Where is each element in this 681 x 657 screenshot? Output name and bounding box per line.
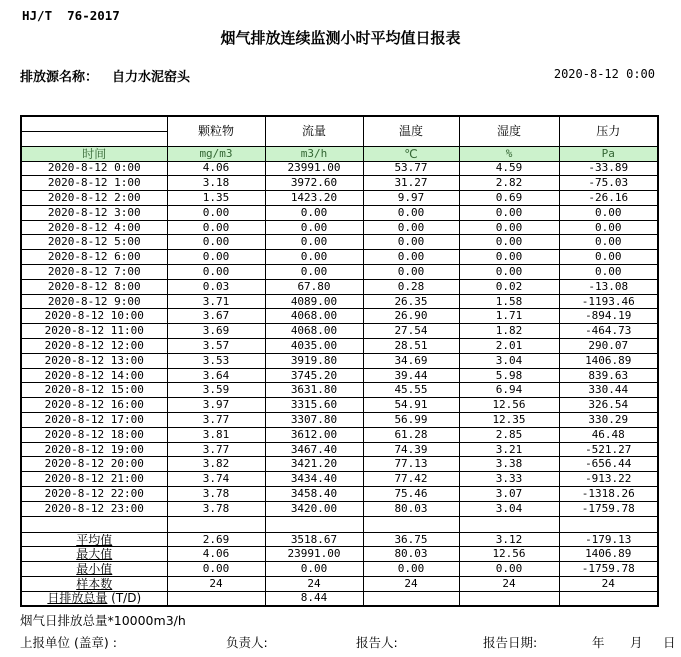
value-cell: -13.08 xyxy=(559,279,658,294)
hour-row xyxy=(21,220,658,235)
value-cell: 74.39 xyxy=(363,442,459,457)
value-cell: 1.82 xyxy=(459,324,559,339)
value-cell: 3.04 xyxy=(459,353,559,368)
value-cell: 0.00 xyxy=(265,265,363,280)
summary-value-cell: 3518.67 xyxy=(265,532,363,547)
value-cell: 4.06 xyxy=(167,161,265,176)
summary-row xyxy=(21,547,658,562)
value-cell: 34.69 xyxy=(363,353,459,368)
signature-row xyxy=(0,633,681,651)
summary-row xyxy=(21,591,658,606)
reporting-unit-label: 上报单位 (盖章) : xyxy=(20,635,117,650)
value-cell: 80.03 xyxy=(363,501,459,516)
time-cell: 2020-8-12 14:00 xyxy=(21,368,167,383)
time-cell: 2020-8-12 2:00 xyxy=(21,191,167,206)
time-cell: 2020-8-12 8:00 xyxy=(21,279,167,294)
report-date-label: 报告日期: xyxy=(483,635,538,650)
value-cell: 3420.00 xyxy=(265,501,363,516)
summary-row xyxy=(21,562,658,577)
value-cell: 3.33 xyxy=(459,472,559,487)
summary-value-cell: 2.69 xyxy=(167,532,265,547)
summary-value-cell: 0.00 xyxy=(167,562,265,577)
unit-flow: m3/h xyxy=(265,146,363,161)
value-cell: 0.00 xyxy=(363,235,459,250)
hour-row xyxy=(21,235,658,250)
hour-row xyxy=(21,413,658,428)
column-header-flow: 流量 xyxy=(265,116,363,146)
value-cell: 0.00 xyxy=(265,220,363,235)
value-cell: 0.00 xyxy=(459,220,559,235)
hour-row xyxy=(21,368,658,383)
value-cell: 2.01 xyxy=(459,339,559,354)
value-cell: 2.85 xyxy=(459,427,559,442)
header-row-top xyxy=(21,116,658,131)
hourly-averages-table xyxy=(20,115,659,607)
value-cell: -75.03 xyxy=(559,176,658,191)
time-cell: 2020-8-12 13:00 xyxy=(21,353,167,368)
value-cell: 1.58 xyxy=(459,294,559,309)
time-header-top-cell xyxy=(21,116,167,131)
summary-label xyxy=(21,547,167,562)
value-cell: 28.51 xyxy=(363,339,459,354)
hour-row xyxy=(21,353,658,368)
empty-cell xyxy=(459,516,559,532)
column-header-pressure: 压力 xyxy=(559,116,658,146)
value-cell: 3.81 xyxy=(167,427,265,442)
page-title: 烟气排放连续监测小时平均值日报表 xyxy=(220,29,461,47)
value-cell: 330.44 xyxy=(559,383,658,398)
value-cell: 0.00 xyxy=(265,250,363,265)
value-cell: 31.27 xyxy=(363,176,459,191)
value-cell: 3458.40 xyxy=(265,487,363,502)
value-cell: 839.63 xyxy=(559,368,658,383)
unit-temperature: ℃ xyxy=(363,146,459,161)
value-cell: 3.64 xyxy=(167,368,265,383)
summary-value-cell: -1759.78 xyxy=(559,562,658,577)
hour-row xyxy=(21,324,658,339)
time-cell: 2020-8-12 19:00 xyxy=(21,442,167,457)
value-cell: 4068.00 xyxy=(265,324,363,339)
value-cell: 3.59 xyxy=(167,383,265,398)
value-cell: 0.00 xyxy=(363,265,459,280)
value-cell: 0.00 xyxy=(559,250,658,265)
source-name-label: 排放源名称： xyxy=(20,70,99,85)
summary-label-text: 最大值 xyxy=(76,547,113,562)
time-cell: 2020-8-12 21:00 xyxy=(21,472,167,487)
summary-value-cell xyxy=(363,591,459,606)
value-cell: 12.35 xyxy=(459,413,559,428)
hour-row xyxy=(21,383,658,398)
source-name-value: 自力水泥窑头 xyxy=(112,70,191,85)
summary-value-cell: -179.13 xyxy=(559,532,658,547)
value-cell: 0.00 xyxy=(265,205,363,220)
source-row xyxy=(20,66,657,85)
column-header-temperature: 温度 xyxy=(363,116,459,146)
summary-value-cell xyxy=(459,591,559,606)
time-cell: 2020-8-12 9:00 xyxy=(21,294,167,309)
value-cell: 3.53 xyxy=(167,353,265,368)
hour-row xyxy=(21,176,658,191)
hour-row xyxy=(21,398,658,413)
value-cell: 3.97 xyxy=(167,398,265,413)
value-cell: 0.00 xyxy=(363,205,459,220)
value-cell: 3.82 xyxy=(167,457,265,472)
hour-row xyxy=(21,487,658,502)
summary-value-cell: 1406.89 xyxy=(559,547,658,562)
units-row xyxy=(21,146,658,161)
day-label: 日 xyxy=(663,635,676,650)
hour-row xyxy=(21,294,658,309)
unit-pressure: Pa xyxy=(559,146,658,161)
summary-value-cell: 36.75 xyxy=(363,532,459,547)
value-cell: 0.69 xyxy=(459,191,559,206)
standard-code: HJ/T 76-2017 xyxy=(22,8,120,23)
value-cell: -521.27 xyxy=(559,442,658,457)
value-cell: 1.35 xyxy=(167,191,265,206)
spacer-row xyxy=(21,516,658,532)
summary-row xyxy=(21,577,658,592)
hour-row xyxy=(21,265,658,280)
time-cell: 2020-8-12 17:00 xyxy=(21,413,167,428)
summary-value-cell: 24 xyxy=(459,577,559,592)
value-cell: 0.00 xyxy=(459,265,559,280)
responsible-person-label: 负责人: xyxy=(226,635,268,650)
value-cell: 3919.80 xyxy=(265,353,363,368)
value-cell: 3.67 xyxy=(167,309,265,324)
value-cell: 3.04 xyxy=(459,501,559,516)
value-cell: 4089.00 xyxy=(265,294,363,309)
value-cell: -894.19 xyxy=(559,309,658,324)
summary-value-cell: 3.12 xyxy=(459,532,559,547)
value-cell: 0.00 xyxy=(559,205,658,220)
hour-row xyxy=(21,161,658,176)
summary-label-suffix: (T/D) xyxy=(107,591,142,606)
time-cell: 2020-8-12 18:00 xyxy=(21,427,167,442)
value-cell: 290.07 xyxy=(559,339,658,354)
time-cell: 2020-8-12 15:00 xyxy=(21,383,167,398)
value-cell: 54.91 xyxy=(363,398,459,413)
value-cell: 3.38 xyxy=(459,457,559,472)
time-cell: 2020-8-12 11:00 xyxy=(21,324,167,339)
unit-humidity: % xyxy=(459,146,559,161)
time-cell: 2020-8-12 3:00 xyxy=(21,205,167,220)
empty-cell xyxy=(21,516,167,532)
value-cell: 3421.20 xyxy=(265,457,363,472)
value-cell: 0.00 xyxy=(167,220,265,235)
value-cell: 1406.89 xyxy=(559,353,658,368)
value-cell: -33.89 xyxy=(559,161,658,176)
time-cell: 2020-8-12 20:00 xyxy=(21,457,167,472)
value-cell: 61.28 xyxy=(363,427,459,442)
value-cell: 3.74 xyxy=(167,472,265,487)
column-header-humidity: 湿度 xyxy=(459,116,559,146)
summary-value-cell: 8.44 xyxy=(265,591,363,606)
empty-cell xyxy=(167,516,265,532)
summary-value-cell: 0.00 xyxy=(363,562,459,577)
value-cell: 46.48 xyxy=(559,427,658,442)
value-cell: 330.29 xyxy=(559,413,658,428)
value-cell: 23991.00 xyxy=(265,161,363,176)
value-cell: 3631.80 xyxy=(265,383,363,398)
time-header-bottom-cell xyxy=(21,131,167,146)
time-cell: 2020-8-12 23:00 xyxy=(21,501,167,516)
value-cell: 9.97 xyxy=(363,191,459,206)
value-cell: 53.77 xyxy=(363,161,459,176)
reporter-label: 报告人: xyxy=(356,635,398,650)
value-cell: 1423.20 xyxy=(265,191,363,206)
value-cell: -464.73 xyxy=(559,324,658,339)
value-cell: 0.00 xyxy=(559,220,658,235)
value-cell: 0.00 xyxy=(167,250,265,265)
value-cell: 4035.00 xyxy=(265,339,363,354)
value-cell: 1.71 xyxy=(459,309,559,324)
summary-value-cell: 12.56 xyxy=(459,547,559,562)
summary-value-cell: 4.06 xyxy=(167,547,265,562)
value-cell: 3.21 xyxy=(459,442,559,457)
value-cell: 0.00 xyxy=(167,205,265,220)
unit-particulate: mg/m3 xyxy=(167,146,265,161)
summary-value-cell: 24 xyxy=(265,577,363,592)
time-cell: 2020-8-12 6:00 xyxy=(21,250,167,265)
value-cell: 3307.80 xyxy=(265,413,363,428)
value-cell: 3745.20 xyxy=(265,368,363,383)
time-header: 时间 xyxy=(21,146,167,161)
summary-value-cell: 24 xyxy=(363,577,459,592)
value-cell: 3.77 xyxy=(167,413,265,428)
value-cell: 0.00 xyxy=(167,235,265,250)
value-cell: 0.00 xyxy=(265,235,363,250)
summary-value-cell: 24 xyxy=(167,577,265,592)
time-cell: 2020-8-12 0:00 xyxy=(21,161,167,176)
empty-cell xyxy=(363,516,459,532)
summary-label-text: 日排放总量 xyxy=(47,591,108,606)
value-cell: 75.46 xyxy=(363,487,459,502)
time-cell: 2020-8-12 5:00 xyxy=(21,235,167,250)
value-cell: 26.35 xyxy=(363,294,459,309)
hour-row xyxy=(21,427,658,442)
value-cell: 2.82 xyxy=(459,176,559,191)
value-cell: 4.59 xyxy=(459,161,559,176)
summary-label xyxy=(21,562,167,577)
hour-row xyxy=(21,472,658,487)
time-cell: 2020-8-12 7:00 xyxy=(21,265,167,280)
hour-row xyxy=(21,191,658,206)
hour-row xyxy=(21,339,658,354)
month-label: 月 xyxy=(630,635,643,650)
value-cell: 0.00 xyxy=(363,220,459,235)
value-cell: -913.22 xyxy=(559,472,658,487)
value-cell: 3467.40 xyxy=(265,442,363,457)
value-cell: 3.07 xyxy=(459,487,559,502)
summary-value-cell: 80.03 xyxy=(363,547,459,562)
value-cell: 0.00 xyxy=(559,265,658,280)
value-cell: 0.00 xyxy=(559,235,658,250)
summary-label-text: 样本数 xyxy=(76,576,113,591)
time-cell: 2020-8-12 22:00 xyxy=(21,487,167,502)
empty-cell xyxy=(265,516,363,532)
summary-value-cell: 0.00 xyxy=(459,562,559,577)
daily-total-note: 烟气日排放总量*10000m3/h xyxy=(20,613,186,628)
value-cell: 3.78 xyxy=(167,501,265,516)
value-cell: 3.69 xyxy=(167,324,265,339)
value-cell: 0.03 xyxy=(167,279,265,294)
summary-label xyxy=(21,577,167,592)
summary-label-text: 平均值 xyxy=(76,532,113,547)
table-body xyxy=(21,161,658,606)
value-cell: 45.55 xyxy=(363,383,459,398)
value-cell: -1318.26 xyxy=(559,487,658,502)
value-cell: 77.42 xyxy=(363,472,459,487)
hour-row xyxy=(21,501,658,516)
value-cell: 326.54 xyxy=(559,398,658,413)
value-cell: 3434.40 xyxy=(265,472,363,487)
summary-value-cell xyxy=(167,591,265,606)
value-cell: 0.00 xyxy=(459,235,559,250)
column-header-particulate: 颗粒物 xyxy=(167,116,265,146)
value-cell: -26.16 xyxy=(559,191,658,206)
time-cell: 2020-8-12 4:00 xyxy=(21,220,167,235)
value-cell: 26.90 xyxy=(363,309,459,324)
value-cell: 3.18 xyxy=(167,176,265,191)
value-cell: -1193.46 xyxy=(559,294,658,309)
hour-row xyxy=(21,309,658,324)
value-cell: 0.00 xyxy=(167,265,265,280)
value-cell: -656.44 xyxy=(559,457,658,472)
summary-value-cell: 24 xyxy=(559,577,658,592)
hour-row xyxy=(21,279,658,294)
hour-row xyxy=(21,205,658,220)
empty-cell xyxy=(559,516,658,532)
year-label: 年 xyxy=(592,635,605,650)
summary-label xyxy=(21,532,167,547)
value-cell: 3972.60 xyxy=(265,176,363,191)
summary-value-cell: 23991.00 xyxy=(265,547,363,562)
value-cell: 3.71 xyxy=(167,294,265,309)
summary-value-cell: 0.00 xyxy=(265,562,363,577)
value-cell: 56.99 xyxy=(363,413,459,428)
report-datetime: 2020-8-12 0:00 xyxy=(553,67,655,81)
value-cell: 27.54 xyxy=(363,324,459,339)
hour-row xyxy=(21,442,658,457)
value-cell: 0.00 xyxy=(363,250,459,265)
value-cell: 0.00 xyxy=(459,250,559,265)
summary-label-text: 最小值 xyxy=(76,562,113,577)
value-cell: 3612.00 xyxy=(265,427,363,442)
value-cell: 3.78 xyxy=(167,487,265,502)
value-cell: 12.56 xyxy=(459,398,559,413)
value-cell: 5.98 xyxy=(459,368,559,383)
value-cell: 6.94 xyxy=(459,383,559,398)
value-cell: 3.77 xyxy=(167,442,265,457)
hour-row xyxy=(21,250,658,265)
time-cell: 2020-8-12 1:00 xyxy=(21,176,167,191)
value-cell: 0.28 xyxy=(363,279,459,294)
summary-row xyxy=(21,532,658,547)
time-cell: 2020-8-12 10:00 xyxy=(21,309,167,324)
value-cell: 3.57 xyxy=(167,339,265,354)
value-cell: 0.00 xyxy=(459,205,559,220)
value-cell: 3315.60 xyxy=(265,398,363,413)
value-cell: 0.02 xyxy=(459,279,559,294)
hour-row xyxy=(21,457,658,472)
value-cell: 4068.00 xyxy=(265,309,363,324)
time-cell: 2020-8-12 12:00 xyxy=(21,339,167,354)
value-cell: 39.44 xyxy=(363,368,459,383)
value-cell: 67.80 xyxy=(265,279,363,294)
value-cell: -1759.78 xyxy=(559,501,658,516)
value-cell: 77.13 xyxy=(363,457,459,472)
summary-label xyxy=(21,591,167,606)
time-cell: 2020-8-12 16:00 xyxy=(21,398,167,413)
summary-value-cell xyxy=(559,591,658,606)
